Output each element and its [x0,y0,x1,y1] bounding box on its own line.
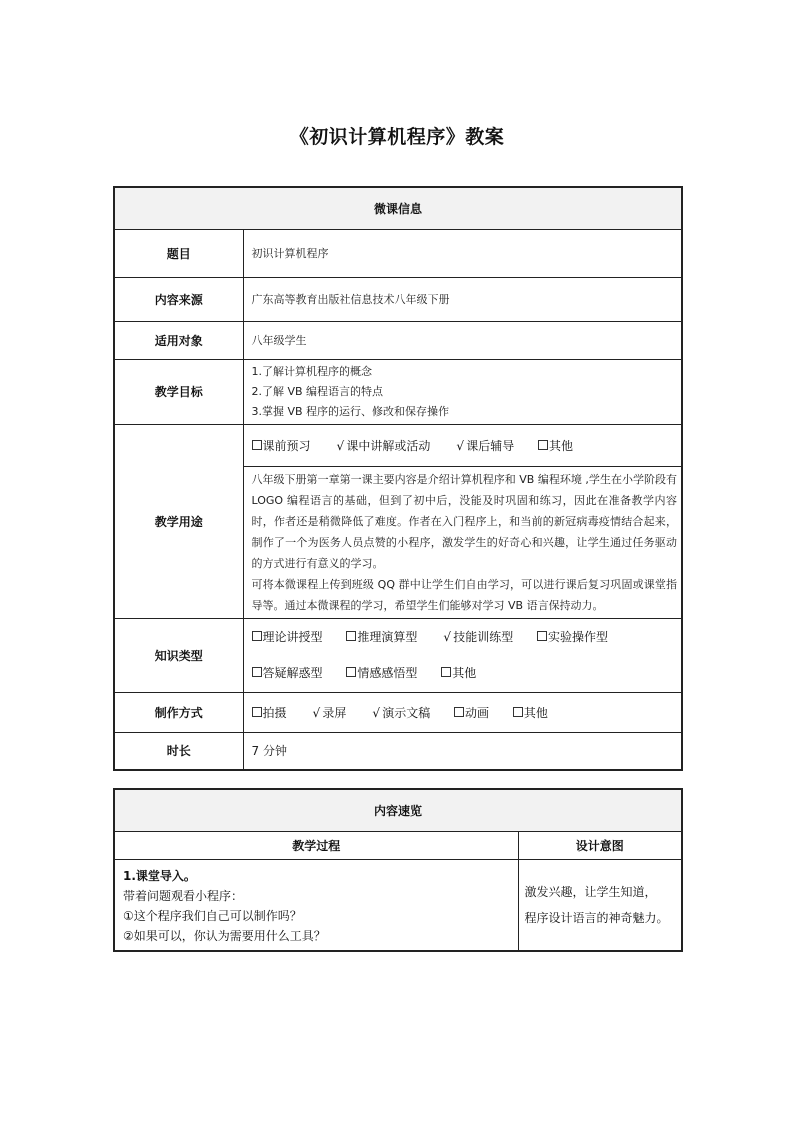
audience-value: 八年级学生 [243,321,682,359]
knowledge-option-other[interactable]: 其他 [441,655,476,691]
checkbox-empty-icon [537,631,547,641]
checkbox-empty-icon [454,707,464,717]
usage-label: 教学用途 [114,424,243,618]
knowledge-option-reasoning[interactable]: 推理演算型 [346,619,417,655]
intent-line: 激发兴趣，让学生知道， [524,884,657,899]
usage-description [243,466,682,618]
teaching-process-cell [114,859,518,951]
content-overview-table [113,788,683,952]
goals-label: 教学目标 [114,359,243,424]
check-mark-icon: √ [372,705,381,720]
usage-options [243,424,682,466]
checkbox-empty-icon [346,667,356,677]
goal-item: 1.了解计算机程序的概念 [251,364,372,378]
audience-label: 适用对象 [114,321,243,359]
check-mark-icon: √ [443,630,452,644]
production-option-filming[interactable]: 拍摄 [252,704,287,721]
checkbox-empty-icon [252,631,262,641]
production-option-animation[interactable]: 动画 [454,704,489,721]
checkbox-empty-icon [252,440,262,450]
production-option-screen-recording[interactable]: √ 录屏 [310,704,346,721]
usage-description-paragraph: 可将本微课程上传到班级 QQ 群中让学生们自由学习，可以进行课后复习巩固或课堂指导等。通过本微课程的学习，希望学生们能够对学习 VB 语言保持动力。 [251,577,678,612]
usage-option-other[interactable]: 其他 [538,437,573,454]
process-line: ②如果可以，你认为需要用什么工具？ [123,928,326,943]
knowledge-option-emotion[interactable]: 情感感悟型 [346,655,417,691]
check-mark-icon: √ [456,438,465,453]
intent-column-header: 设计意图 [518,831,682,859]
topic-label: 题目 [114,229,243,277]
source-value: 广东高等教育出版社信息技术八年级下册 [243,277,682,321]
topic-value: 初识计算机程序 [243,229,682,277]
checkbox-empty-icon [252,667,262,677]
knowledge-option-skill[interactable]: √ 技能训练型 [441,619,513,655]
source-label: 内容来源 [114,277,243,321]
knowledge-option-theory[interactable]: 理论讲授型 [252,619,323,655]
duration-value: 7 分钟 [243,732,682,770]
duration-label: 时长 [114,732,243,770]
production-options [243,692,682,732]
production-option-slides[interactable]: √ 演示文稿 [370,704,430,721]
process-line: 带着问题观看小程序： [123,888,244,903]
checkbox-empty-icon [538,440,548,450]
goals-list [243,359,682,424]
design-intent-cell [518,859,682,951]
checkbox-empty-icon [513,707,523,717]
production-option-other[interactable]: 其他 [513,704,548,721]
knowledge-option-qa[interactable]: 答疑解惑型 [252,655,323,691]
usage-option-after-class[interactable]: √ 课后辅导 [454,437,514,454]
usage-description-paragraph: 八年级下册第一章第一课主要内容是介绍计算机程序和 VB 编程环境 ,学生在小学阶段有 LOGO 编程语言的基础，但到了初中后，没能及时巩固和练习，因此在准备教学内容时，作者还是稍微降低了难度。作者在入门程序上，和当前的新冠病毒疫情结合起来，制作了一个为医务人员点赞的小程序，激发学生的好奇心和兴趣，让学生通过任务驱动的方式进行有意义的学习。 [251,472,678,570]
checkbox-empty-icon [252,707,262,717]
document-title: 《初识计算机程序》教案 [289,126,505,148]
check-mark-icon: √ [312,705,321,720]
usage-option-preview[interactable]: 课前预习 [252,437,311,454]
info-table-header: 微课信息 [114,187,682,229]
usage-option-in-class[interactable]: √ 课中讲解或活动 [334,437,430,454]
overview-table-header: 内容速览 [114,789,682,831]
process-column-header: 教学过程 [114,831,518,859]
checkbox-empty-icon [441,667,451,677]
goal-item: 2.了解 VB 编程语言的特点 [251,384,384,398]
micro-course-info-table [113,186,683,771]
process-step-heading: 1.课堂导入。 [123,868,196,883]
checkbox-empty-icon [346,631,356,641]
intent-line: 程序设计语言的神奇魅力。 [524,910,669,925]
knowledge-option-experiment[interactable]: 实验操作型 [537,619,608,655]
process-line: ①这个程序我们自己可以制作吗？ [123,908,302,923]
goal-item: 3.掌握 VB 程序的运行、修改和保存操作 [251,404,450,418]
production-label: 制作方式 [114,692,243,732]
knowledge-label: 知识类型 [114,618,243,692]
knowledge-options [243,618,682,692]
check-mark-icon: √ [336,438,345,453]
